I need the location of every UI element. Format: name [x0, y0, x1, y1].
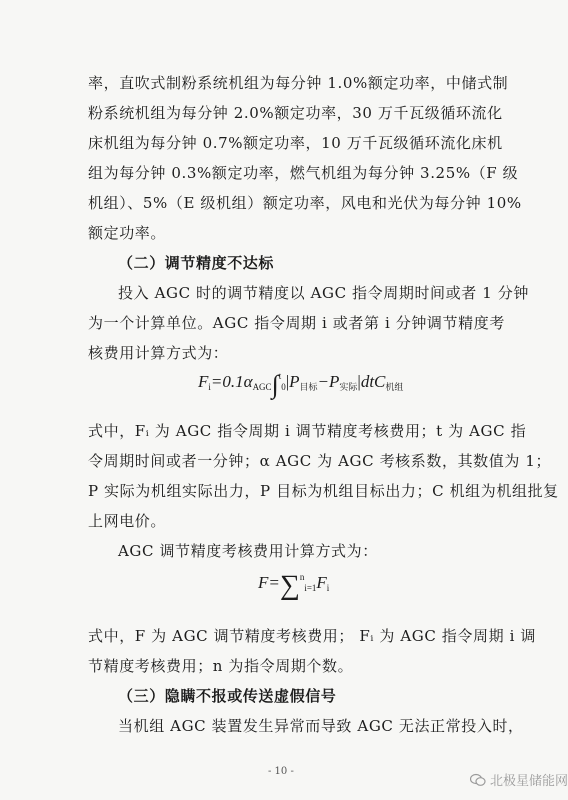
text-line: 机组）、5%（E 级机组）额定功率，风电和光伏为每分钟 10% [88, 194, 522, 212]
text-line: 为一个计算单位。AGC 指令周期 i 或者第 i 分钟调节精度考 [88, 314, 505, 332]
text-line: 投入 AGC 时的调节精度以 AGC 指令周期时间或者 1 分钟 [118, 284, 529, 302]
text-line: AGC 调节精度考核费用计算方式为： [118, 542, 378, 560]
text-line: 节精度考核费用；n 为指令周期个数。 [88, 657, 354, 675]
wechat-icon [470, 773, 486, 787]
formula-f-sum: $F=\sum^n_{i=1}F_i$ [258, 570, 330, 601]
text-line: 当机组 AGC 装置发生异常而导致 AGC 无法正常投入时， [118, 717, 524, 735]
text-line: 组为每分钟 0.3%额定功率，燃气机组为每分钟 3.25%（F 级 [88, 164, 519, 182]
formula-fi: $F_i=0.1\alpha_{AGC}\int^t_0|P_{目标}-P_{实际}|dtC_{机组}$ [198, 370, 404, 399]
section-heading: （二）调节精度不达标 [118, 254, 275, 272]
text-line: 率，直吹式制粉系统机组为每分钟 1.0%额定功率，中储式制 [88, 74, 509, 92]
text-line: 式中，Fᵢ 为 AGC 指令周期 i 调节精度考核费用；t 为 AGC 指 [88, 422, 527, 440]
text-line: 额定功率。 [88, 224, 167, 242]
page-number: - 10 - [268, 766, 294, 777]
text-line: 令周期时间或者一分钟；α AGC 为 AGC 考核系数，其数值为 1； [88, 452, 552, 470]
text-line: 床机组为每分钟 0.7%额定功率，10 万千瓦级循环流化床机 [88, 134, 503, 152]
text-line: 粉系统机组为每分钟 2.0%额定功率，30 万千瓦级循环流化 [88, 104, 503, 122]
watermark [470, 770, 568, 789]
text-line: 上网电价。 [88, 512, 167, 530]
section-heading: （三）隐瞒不报或传送虚假信号 [118, 687, 337, 705]
text-line: P 实际为机组实际出力，P 目标为机组目标出力；C 机组为机组批复 [88, 482, 559, 500]
watermark-text: 北极星储能网 [490, 774, 568, 789]
text-line: 式中，F 为 AGC 调节精度考核费用； Fᵢ 为 AGC 指令周期 i 调 [88, 627, 536, 645]
text-line: 核费用计算方式为： [88, 344, 229, 362]
